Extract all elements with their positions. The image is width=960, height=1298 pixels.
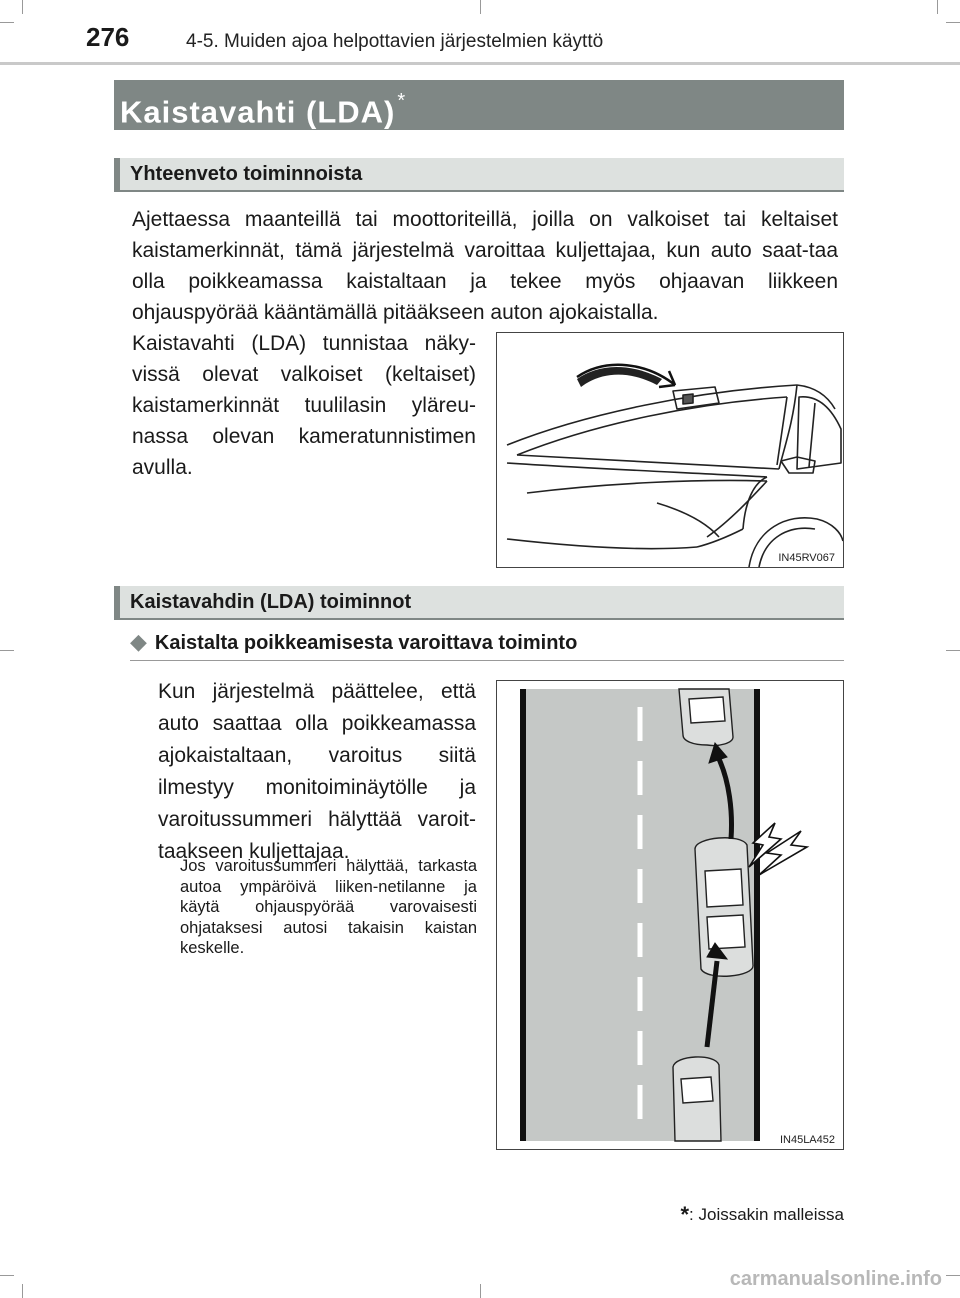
header-divider <box>0 62 960 65</box>
lane-departure-illustration <box>497 681 843 1149</box>
figure-code: IN45LA452 <box>779 1134 835 1146</box>
footnote-marker: * <box>680 1202 690 1227</box>
crop-mark <box>0 650 14 651</box>
page-number: 276 <box>86 22 130 52</box>
windshield-camera-figure <box>496 332 844 568</box>
crop-mark <box>946 650 960 651</box>
subheading-lane-departure-alert <box>130 628 844 661</box>
footnote-text: : Joissakin malleissa <box>689 1205 844 1224</box>
camera-paragraph: Kaistavahti (LDA) tunnistaa näky-vissä olevat valkoiset (keltaiset) kaistamerkinnät tuulilasin yläreu-nassa olevan kameratunnistimen avulla. <box>132 332 476 479</box>
crop-mark <box>0 22 14 23</box>
diamond-bullet-icon: ◆ <box>130 629 147 654</box>
crop-mark <box>946 1275 960 1276</box>
warning-note: Jos varoitussummeri hälyttää, tarkasta autoa ympäröivä liiken-netilanne ja käytä ohjauspyörää varovaisesti ohjataksesi autosi takaisin kaistan keskelle. <box>180 857 477 957</box>
footnote <box>680 1200 844 1226</box>
crop-mark <box>0 1275 14 1276</box>
crop-mark <box>480 1284 481 1298</box>
crop-mark <box>22 1284 23 1298</box>
crop-mark <box>22 0 23 14</box>
crop-mark <box>946 22 960 23</box>
crop-mark <box>480 0 481 14</box>
page-title-text: Kaistavahti (LDA) <box>120 94 396 130</box>
section-heading-overview: Yhteenveto toiminnoista <box>114 158 844 192</box>
model-availability-marker: * <box>397 90 407 112</box>
windshield-camera-illustration <box>497 333 843 567</box>
lane-departure-figure <box>496 680 844 1150</box>
watermark: carmanualsonline.info <box>729 1268 942 1290</box>
section-heading-functions: Kaistavahdin (LDA) toiminnot <box>114 586 844 620</box>
crop-mark <box>937 0 938 14</box>
page-title <box>114 80 844 130</box>
overview-paragraph: Ajettaessa maanteillä tai moottoriteillä, joilla on valkoiset tai keltaiset kaistamerkinnät, tämä järjestelmä varoittaa kuljettajaa, kun auto saat-taa olla poikkeamassa kaistaltaan ja tekee myös ohjaavan liikkeen ohjauspyörää kääntämällä pitääkseen auton ajokaistalla. <box>132 208 838 324</box>
lane-departure-paragraph: Kun järjestelmä päättelee, että auto saattaa olla poikkeamassa ajokaistaltaan, varoitus siitä ilmestyy monitoiminäytölle ja varoitussummeri hälyttää varoit-taakseen kuljettajaa. <box>158 680 476 863</box>
subheading-text: Kaistalta poikkeamisesta varoittava toiminto <box>154 632 578 654</box>
figure-code: IN45RV067 <box>778 552 835 564</box>
chapter-title: 4-5. Muiden ajoa helpottavien järjestelmien käyttö <box>186 31 604 52</box>
